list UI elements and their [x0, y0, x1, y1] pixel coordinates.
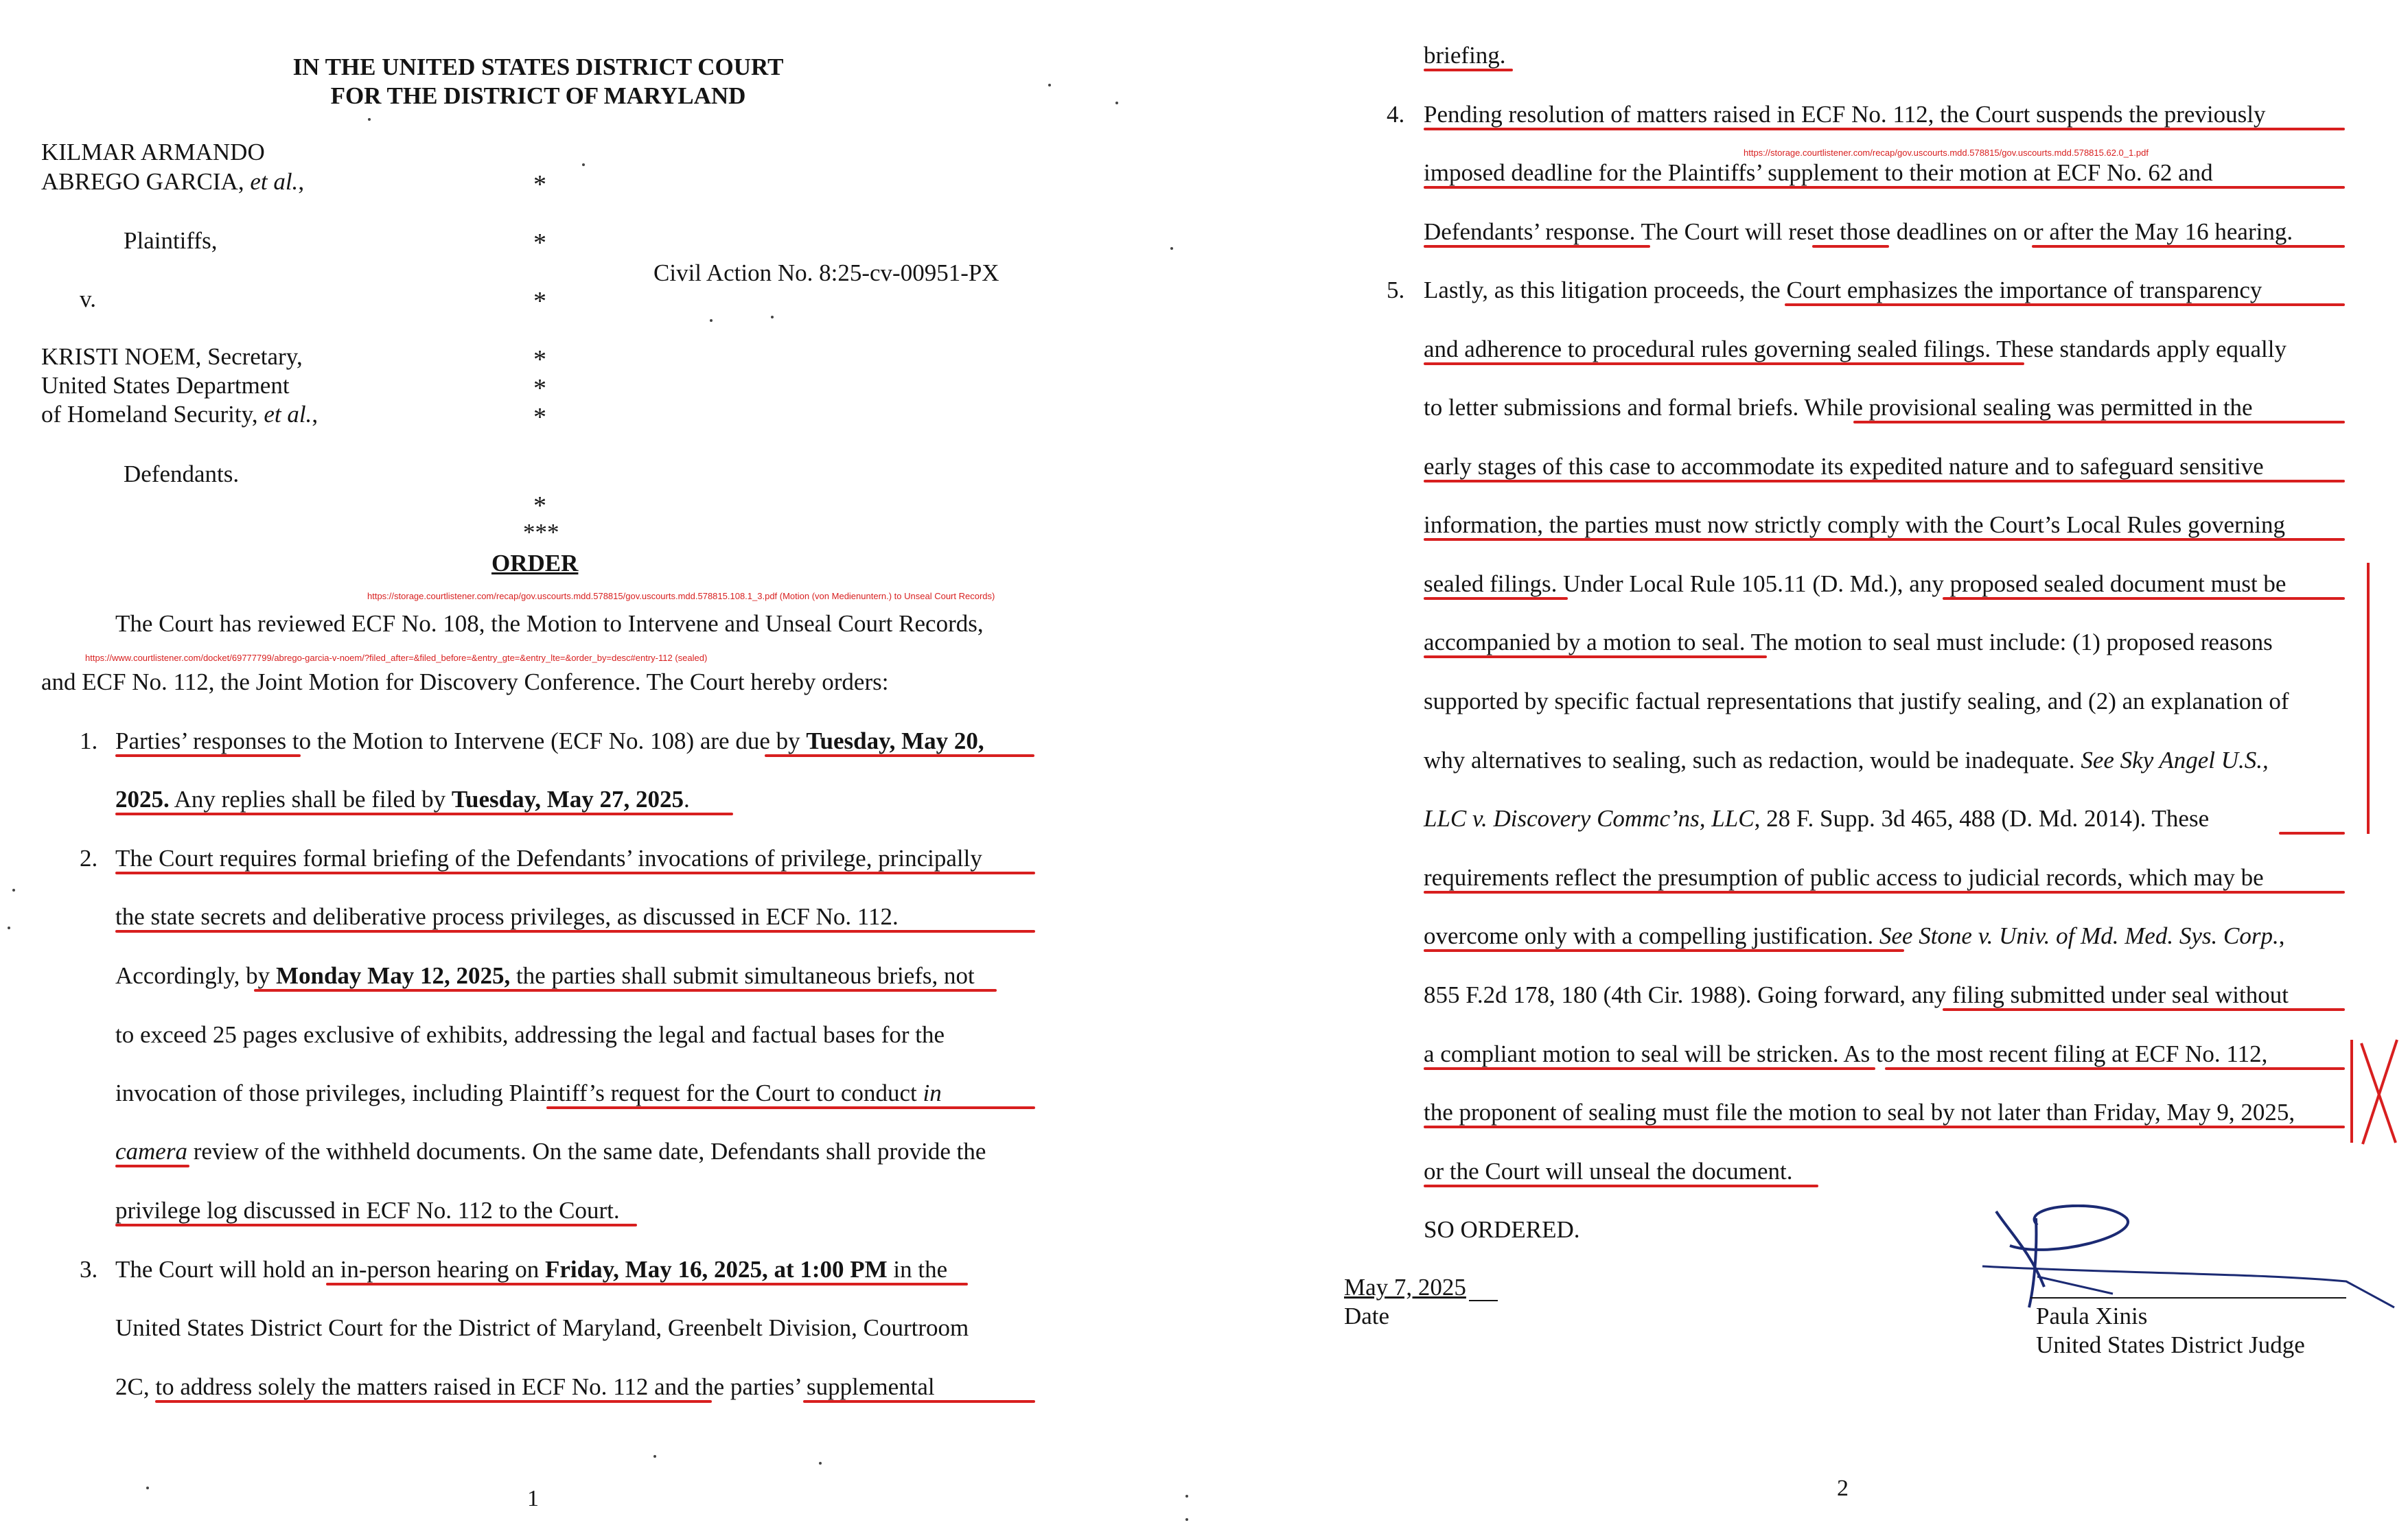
scan-speck — [582, 163, 585, 166]
item1-line1 — [115, 729, 984, 753]
plaintiffs-label: Plaintiffs, — [124, 227, 218, 254]
item5-line14: a compliant motion to seal will be stricken. As to the most recent filing at ECF No. 112, — [1424, 1040, 2268, 1067]
item1-line2 — [115, 787, 690, 811]
text-run: . — [684, 786, 690, 813]
annotation-url-ecf112: https://www.courtlistener.com/docket/69777799/abrego-garcia-v-noem/?filed_after=&filed_before=&entry_gte=&entry_lte=&order_by=desc#entry-112 (sealed) — [85, 653, 708, 663]
scan-speck — [653, 1455, 656, 1458]
item5-line1: Lastly, as this litigation proceeds, the Court emphasizes the importance of transparency — [1424, 277, 2262, 303]
item2-line1: The Court requires formal briefing of the Defendants’ invocations of privilege, principally — [115, 845, 982, 872]
order-title: ORDER — [491, 550, 579, 577]
scan-speck — [368, 118, 371, 121]
deadline-date-bold: Tuesday, May 20, — [806, 728, 984, 754]
item4-line1: Pending resolution of matters raised in ECF No. 112, the Court suspends the previously — [1424, 101, 2266, 128]
text-run: Any replies shall be filed by — [169, 786, 452, 813]
red-underline — [1424, 245, 1650, 248]
red-underline — [1424, 128, 2345, 130]
red-underline — [1785, 303, 2345, 306]
judge-name: Paula Xinis — [2036, 1303, 2148, 1329]
intro-line2: and ECF No. 112, the Joint Motion for Discovery Conference. The Court hereby orders: — [41, 668, 889, 695]
intro-line1: The Court has reviewed ECF No. 108, the Motion to Intervene and Unseal Court Records, — [115, 610, 984, 637]
defendants-label: Defendants. — [124, 461, 240, 487]
red-underline — [115, 754, 301, 757]
text-run: the parties shall submit simultaneous briefs, not — [510, 962, 975, 989]
scan-speck — [146, 1487, 149, 1489]
item5-line15: the proponent of sealing must file the motion to seal by not later than Friday, May 9, 2025, — [1424, 1099, 2295, 1126]
item5-line2: and adherence to procedural rules governing sealed filings. These standards apply equally — [1424, 336, 2287, 362]
text-run: The Court will hold an in-person hearing on — [115, 1256, 545, 1283]
item3-line2: United States District Court for the District of Maryland, Greenbelt Division, Courtroom — [115, 1314, 969, 1341]
red-underline — [1424, 538, 2345, 541]
item2-line3 — [115, 964, 975, 988]
deadline-year-bold: 2025. — [115, 786, 170, 813]
item5-line4: early stages of this case to accommodate its expedited nature and to safeguard sensitive — [1424, 453, 2264, 480]
page-number: 1 — [527, 1486, 539, 1511]
date-rule-extension — [1469, 1300, 1498, 1301]
red-underline — [2032, 245, 2345, 248]
red-underline — [546, 1106, 1035, 1109]
item5-line6: sealed filings. Under Local Rule 105.11 (D. Md.), any proposed sealed document must be — [1424, 570, 2287, 597]
briefing-continuation: briefing. — [1424, 42, 1506, 69]
item-number: 2. — [80, 845, 98, 872]
scan-speck — [819, 1462, 822, 1465]
text-run: , — [2278, 922, 2285, 949]
item2-line6 — [115, 1139, 986, 1163]
scan-speck — [1115, 102, 1118, 104]
scan-speck — [1185, 1518, 1188, 1521]
deadline-date-bold: Tuesday, May 27, 2025 — [451, 786, 684, 813]
scan-speck — [8, 927, 10, 929]
red-underline — [1812, 245, 1889, 248]
scan-speck — [1048, 84, 1051, 86]
item5-line7: accompanied by a motion to seal. The motion to seal must include: (1) proposed reasons — [1424, 629, 2273, 655]
red-underline — [2279, 832, 2345, 835]
citation-italic: See Sky Angel U.S., — [2081, 747, 2269, 773]
text-run: why alternatives to sealing, such as redaction, would be inadequate. — [1424, 747, 2081, 773]
item3-line1 — [115, 1257, 947, 1281]
signature-line — [2030, 1297, 2346, 1299]
red-underline — [1853, 421, 2345, 423]
defendant-name-line2: United States Department — [41, 372, 290, 399]
defendant-name-text: of Homeland Security, — [41, 401, 264, 428]
caption-star: * — [533, 403, 546, 432]
item2-line5 — [115, 1081, 942, 1105]
item4-line2: imposed deadline for the Plaintiffs’ supplement to their motion at ECF No. 62 and — [1424, 159, 2213, 186]
scan-speck — [1185, 1495, 1188, 1498]
item5-line10 — [1424, 806, 2209, 830]
red-underline — [1424, 1067, 1875, 1070]
item5-line5: information, the parties must now strictly comply with the Court’s Local Rules governing — [1424, 511, 2285, 538]
defendant-name-line1: KRISTI NOEM, Secretary, — [41, 343, 303, 370]
red-underline — [254, 989, 997, 992]
scan-speck — [1170, 247, 1173, 250]
red-underline — [1424, 1126, 2345, 1128]
item5-line13: 855 F.2d 178, 180 (4th Cir. 1988). Going forward, any filing submitted under seal without — [1424, 981, 2289, 1008]
red-underline — [1424, 891, 2345, 894]
red-underline — [1885, 1067, 2345, 1070]
item5-line11: requirements reflect the presumption of public access to judicial records, which may be — [1424, 864, 2264, 891]
page-number: 2 — [1837, 1476, 1849, 1501]
item-number: 4. — [1387, 101, 1405, 128]
red-underline — [803, 1400, 1035, 1403]
caption-star: * — [533, 491, 546, 520]
red-underline — [1424, 186, 2345, 189]
red-underline — [326, 1283, 968, 1285]
red-underline — [1424, 1185, 1818, 1187]
scan-speck — [710, 319, 713, 322]
red-underline — [1424, 597, 1568, 600]
item-number: 3. — [80, 1256, 98, 1283]
red-margin-bar — [2367, 563, 2370, 834]
red-underline — [765, 754, 1034, 757]
red-underline — [115, 813, 733, 815]
caption-star: * — [533, 374, 546, 403]
red-underline — [1424, 69, 1513, 71]
red-underline — [1424, 655, 1767, 658]
item3-line3: 2C, to address solely the matters raised in ECF No. 112 and the parties’ supplemental — [115, 1373, 935, 1400]
scan-speck — [12, 889, 15, 892]
scan-speck — [771, 316, 774, 318]
plaintiff-name-line1: KILMAR ARMANDO — [41, 139, 265, 165]
text-run: invocation of those privileges, including Plaintiff’s request for the Court to conduct — [115, 1080, 923, 1106]
comma: , — [312, 401, 319, 428]
red-underline — [1424, 949, 1904, 952]
versus-label: v. — [80, 286, 96, 312]
italic-run: in — [923, 1080, 942, 1106]
court-heading-line2: FOR THE DISTRICT OF MARYLAND — [330, 82, 746, 109]
red-underline — [155, 1400, 712, 1403]
et-al-italic: et al. — [250, 168, 299, 195]
judge-title: United States District Judge — [2036, 1331, 2305, 1358]
item2-line7: privilege log discussed in ECF No. 112 to the Court. — [115, 1197, 620, 1224]
text-run: overcome only with a compelling justification. — [1424, 922, 1879, 949]
red-underline — [1424, 362, 2024, 365]
item5-line9 — [1424, 748, 2269, 772]
date-label: Date — [1344, 1303, 1390, 1329]
defendant-name-line3 — [41, 402, 318, 426]
red-underline — [115, 930, 1035, 933]
text-run: Accordingly, by — [115, 962, 276, 989]
civil-action-number: Civil Action No. 8:25-cv-00951-PX — [653, 259, 999, 286]
annotation-url-ecf62: https://storage.courtlistener.com/recap/gov.uscourts.mdd.578815/gov.uscourts.mdd.578815.62.0_1.pdf — [1744, 148, 2149, 158]
caption-triple-star: *** — [523, 519, 559, 546]
red-margin-x-icon — [2348, 1033, 2403, 1150]
caption-star: * — [533, 345, 546, 374]
deadline-date-bold: Monday May 12, 2025, — [275, 962, 511, 989]
text-run: in the — [887, 1256, 948, 1283]
red-underline — [1943, 1008, 2345, 1011]
citation-italic: See Stone v. Univ. of Md. Med. Sys. Corp. — [1879, 922, 2279, 949]
red-underline — [115, 872, 1035, 874]
item5-line8: supported by specific factual representations that justify sealing, and (2) an explanation of — [1424, 688, 2289, 714]
so-ordered: SO ORDERED. — [1424, 1216, 1580, 1243]
item5-line16: or the Court will unseal the document. — [1424, 1158, 1793, 1185]
order-date: May 7, 2025 — [1344, 1274, 1466, 1301]
text-run: , 28 F. Supp. 3d 465, 488 (D. Md. 2014). These — [1754, 805, 2210, 832]
item5-line3: to letter submissions and formal briefs. While provisional sealing was permitted in the — [1424, 394, 2253, 421]
red-underline — [1943, 597, 2345, 600]
item5-line12 — [1424, 924, 2285, 948]
red-underline — [1424, 480, 2345, 482]
item2-line2: the state secrets and deliberative process privileges, as discussed in ECF No. 112. — [115, 903, 899, 930]
caption-star: * — [533, 287, 546, 316]
text-run: Parties’ responses to the Motion to Intervene (ECF No. 108) are due by — [115, 728, 807, 754]
et-al-italic: et al. — [264, 401, 312, 428]
plaintiff-name-line2 — [41, 170, 304, 194]
caption-star: * — [533, 229, 546, 257]
plaintiff-name-text: ABREGO GARCIA, — [41, 168, 251, 195]
hearing-date-bold: Friday, May 16, 2025, at 1:00 PM — [544, 1256, 888, 1283]
item-number: 1. — [80, 728, 98, 754]
red-underline — [115, 1224, 637, 1226]
caption-star: * — [533, 170, 546, 199]
text-run: review of the withheld documents. On the same date, Defendants shall provide the — [187, 1138, 986, 1165]
citation-italic: LLC v. Discovery Commc’ns, LLC — [1424, 805, 1755, 832]
comma: , — [298, 168, 305, 195]
judge-signature-icon — [1969, 1205, 2408, 1328]
italic-run: camera — [115, 1138, 187, 1165]
red-underline — [115, 1165, 189, 1167]
item-number: 5. — [1387, 277, 1405, 303]
item4-line3: Defendants’ response. The Court will reset those deadlines on or after the May 16 hearing. — [1424, 218, 2293, 245]
item2-line4: to exceed 25 pages exclusive of exhibits, addressing the legal and factual bases for the — [115, 1021, 945, 1048]
court-heading-line1: IN THE UNITED STATES DISTRICT COURT — [292, 54, 784, 80]
annotation-url-ecf108: https://storage.courtlistener.com/recap/gov.uscourts.mdd.578815/gov.uscourts.mdd.578815.108.1_3.pdf (Motion (von Medienuntern.) to Unseal Court Records) — [367, 591, 995, 601]
